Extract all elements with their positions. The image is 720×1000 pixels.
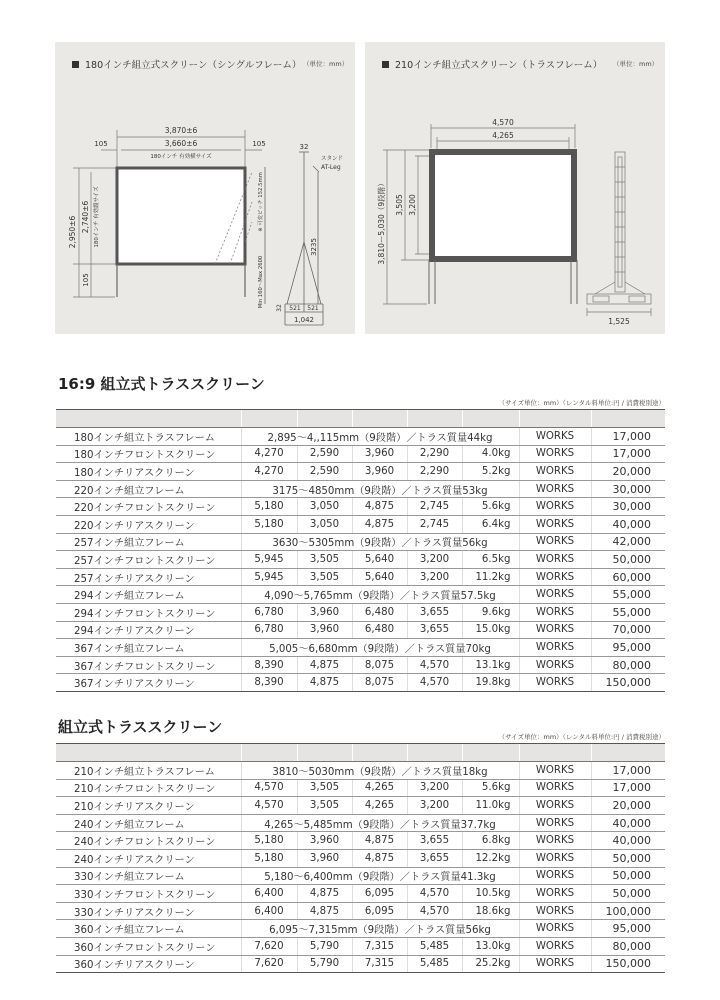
size-c: 4,875 [352, 849, 407, 867]
size-d: 2,745 [407, 498, 462, 516]
size-b: 2,590 [297, 445, 352, 463]
size-d: 3,655 [407, 849, 462, 867]
min-max-label: Min 160～Max 2600 [258, 255, 264, 309]
header-cell [519, 744, 591, 762]
weight: 13.1kg [462, 656, 519, 674]
header-cell [407, 410, 462, 428]
product-name: 360インチ組立フレーム [56, 920, 241, 938]
rental-price: 40,000 [591, 832, 665, 850]
table-row [56, 955, 665, 973]
header-cell [297, 410, 352, 428]
supplier: WORKS [519, 603, 591, 621]
weight: 19.8kg [462, 674, 519, 692]
dim-inner-height: 2,740±6 [81, 200, 90, 234]
table-row [56, 515, 665, 533]
rental-price: 95,000 [591, 639, 665, 657]
table-row [56, 445, 665, 463]
weight: 12.2kg [462, 849, 519, 867]
frame-spec: 5,005～6,680mm（9段階）／トラス質量70kg [241, 639, 519, 657]
weight: 5.6kg [462, 779, 519, 797]
supplier: WORKS [519, 621, 591, 639]
size-b: 3,960 [297, 832, 352, 850]
size-c: 4,875 [352, 515, 407, 533]
product-name: 180インチリアスクリーン [56, 463, 241, 481]
size-d: 2,290 [407, 463, 462, 481]
size-a: 5,180 [241, 498, 297, 516]
dim-inner-height: 3,200 [408, 194, 417, 216]
rental-price: 50,000 [591, 885, 665, 903]
weight: 6.4kg [462, 515, 519, 533]
frame-spec: 2,895～4,,115mm（9段階）／トラス質量44kg [241, 428, 519, 446]
size-d: 3,655 [407, 832, 462, 850]
size-c: 5,640 [352, 568, 407, 586]
weight: 6.8kg [462, 832, 519, 850]
supplier: WORKS [519, 885, 591, 903]
product-name: 294インチ組立フレーム [56, 586, 241, 604]
size-b: 4,875 [297, 902, 352, 920]
size-b: 3,960 [297, 621, 352, 639]
rental-price: 17,000 [591, 779, 665, 797]
supplier: WORKS [519, 568, 591, 586]
size-b: 3,960 [297, 849, 352, 867]
dim-foot-total: 1,042 [293, 316, 315, 324]
size-c: 4,265 [352, 797, 407, 815]
size-b: 3,050 [297, 498, 352, 516]
supplier: WORKS [519, 937, 591, 955]
diagram-title: 180インチ組立式スクリーン（シングルフレーム） [72, 57, 301, 71]
supplier: WORKS [519, 428, 591, 446]
dim-foot-a: 521 [289, 305, 301, 312]
product-name: 367インチフロントスクリーン [56, 656, 241, 674]
size-a: 4,570 [241, 779, 297, 797]
size-d: 3,200 [407, 551, 462, 569]
rental-price: 95,000 [591, 920, 665, 938]
dim-outer-height: 2,950±6 [68, 215, 77, 249]
product-name: 210インチリアスクリーン [56, 797, 241, 815]
supplier: WORKS [519, 867, 591, 885]
size-c: 3,960 [352, 463, 407, 481]
supplier: WORKS [519, 480, 591, 498]
size-d: 3,200 [407, 797, 462, 815]
header-cell [241, 744, 297, 762]
table-row [56, 832, 665, 850]
dim-bottom: 105 [82, 273, 90, 287]
size-b: 4,875 [297, 656, 352, 674]
supplier: WORKS [519, 814, 591, 832]
product-name: 180インチフロントスクリーン [56, 445, 241, 463]
dim-screen-height-label: 180インチ 有効縦サイズ [94, 186, 100, 248]
header-cell [56, 744, 241, 762]
rental-price: 55,000 [591, 586, 665, 604]
supplier: WORKS [519, 920, 591, 938]
header-cell [591, 744, 665, 762]
supplier: WORKS [519, 533, 591, 551]
header-cell [241, 410, 297, 428]
pitch-label: ※ 可変ピッチ 152.5mm [258, 172, 264, 232]
supplier: WORKS [519, 656, 591, 674]
rental-price: 20,000 [591, 797, 665, 815]
table-row [56, 849, 665, 867]
size-d: 4,570 [407, 902, 462, 920]
size-a: 5,180 [241, 832, 297, 850]
table-row [56, 533, 665, 551]
header-cell [352, 744, 407, 762]
table-row [56, 779, 665, 797]
product-name: 220インチフロントスクリーン [56, 498, 241, 516]
section-title-truss: 組立式トラススクリーン [58, 718, 223, 736]
rental-price: 40,000 [591, 515, 665, 533]
size-a: 4,270 [241, 463, 297, 481]
rental-price: 30,000 [591, 480, 665, 498]
header-cell [56, 410, 241, 428]
size-a: 6,780 [241, 603, 297, 621]
weight: 18.6kg [462, 902, 519, 920]
rental-price: 55,000 [591, 603, 665, 621]
dim-side-right: 105 [252, 140, 266, 148]
dim-foot-height: 32 [276, 304, 283, 312]
dim-outer-width: 3,870±6 [164, 126, 198, 135]
diagram-panel-truss-frame [365, 42, 665, 334]
weight: 11.0kg [462, 797, 519, 815]
frame-spec: 3630～5305mm（9段階）／トラス質量56kg [241, 533, 519, 551]
product-name: 240インチリアスクリーン [56, 849, 241, 867]
size-c: 5,640 [352, 551, 407, 569]
product-name: 360インチリアスクリーン [56, 955, 241, 973]
table-header-row [56, 410, 665, 428]
supplier: WORKS [519, 832, 591, 850]
size-c: 4,875 [352, 498, 407, 516]
table-row [56, 867, 665, 885]
diagram-panel-single-frame [55, 42, 355, 334]
weight: 13.0kg [462, 937, 519, 955]
rental-price: 50,000 [591, 867, 665, 885]
size-b: 5,790 [297, 937, 352, 955]
size-b: 3,960 [297, 603, 352, 621]
dim-inner-width: 3,660±6 [164, 139, 198, 148]
diagram-title: 210インチ組立式スクリーン（トラスフレーム） [382, 57, 602, 71]
size-d: 3,655 [407, 603, 462, 621]
unit-note: （単位：mm） [613, 60, 659, 68]
size-c: 7,315 [352, 955, 407, 973]
product-name: 367インチ組立フレーム [56, 639, 241, 657]
dim-foot-b: 521 [307, 305, 319, 312]
product-name: 257インチフロントスクリーン [56, 551, 241, 569]
size-a: 8,390 [241, 674, 297, 692]
header-cell [462, 744, 519, 762]
product-name: 257インチリアスクリーン [56, 568, 241, 586]
supplier: WORKS [519, 779, 591, 797]
size-a: 4,570 [241, 797, 297, 815]
size-d: 5,485 [407, 937, 462, 955]
size-c: 8,075 [352, 656, 407, 674]
table-row [56, 639, 665, 657]
dim-stand-top: 32 [299, 143, 309, 151]
table-row [56, 656, 665, 674]
size-d: 4,570 [407, 885, 462, 903]
header-cell [352, 410, 407, 428]
size-a: 6,780 [241, 621, 297, 639]
header-cell [462, 410, 519, 428]
table-row [56, 937, 665, 955]
size-d: 3,655 [407, 621, 462, 639]
size-a: 5,945 [241, 551, 297, 569]
header-cell [297, 744, 352, 762]
supplier: WORKS [519, 445, 591, 463]
dim-outer-height: 3,505 [395, 194, 404, 216]
frame-spec: 4,265～5,485mm（9段階）／トラス質量37.7kg [241, 814, 519, 832]
frame-spec: 3810～5030mm（9段階）／トラス質量18kg [241, 762, 519, 780]
size-a: 5,945 [241, 568, 297, 586]
weight: 10.5kg [462, 885, 519, 903]
spec-table-truss [56, 743, 665, 973]
spec-table-16-9 [56, 409, 665, 692]
size-c: 6,095 [352, 885, 407, 903]
size-a: 7,620 [241, 937, 297, 955]
table-row [56, 902, 665, 920]
table-row [56, 621, 665, 639]
truss-frame-drawing [365, 42, 665, 334]
size-d: 3,200 [407, 779, 462, 797]
rental-price: 20,000 [591, 463, 665, 481]
weight: 6.5kg [462, 551, 519, 569]
dim-screen-width-label: 180インチ 有効横サイズ [150, 154, 212, 160]
table-row [56, 568, 665, 586]
size-a: 4,270 [241, 445, 297, 463]
product-name: 220インチ組立フレーム [56, 480, 241, 498]
table-row [56, 814, 665, 832]
rental-price: 30,000 [591, 498, 665, 516]
dim-inner-width: 4,265 [492, 131, 514, 140]
rental-price: 150,000 [591, 955, 665, 973]
size-b: 4,875 [297, 674, 352, 692]
weight: 5.6kg [462, 498, 519, 516]
unit-note: （サイズ単位：mm）（レンタル料単位:円 / 消費税別途） [498, 399, 665, 407]
frame-spec: 4,090～5,765mm（9段階）／トラス質量57.5kg [241, 586, 519, 604]
table-row [56, 551, 665, 569]
header-cell [519, 410, 591, 428]
rental-price: 60,000 [591, 568, 665, 586]
dim-foot-width: 1,525 [608, 317, 630, 326]
product-name: 257インチ組立フレーム [56, 533, 241, 551]
table-row [56, 797, 665, 815]
size-d: 2,745 [407, 515, 462, 533]
weight: 15.0kg [462, 621, 519, 639]
rental-price: 17,000 [591, 445, 665, 463]
supplier: WORKS [519, 551, 591, 569]
rental-price: 50,000 [591, 551, 665, 569]
size-a: 7,620 [241, 955, 297, 973]
supplier: WORKS [519, 674, 591, 692]
table-row [56, 674, 665, 692]
weight: 9.6kg [462, 603, 519, 621]
rental-price: 42,000 [591, 533, 665, 551]
supplier: WORKS [519, 849, 591, 867]
product-name: 220インチリアスクリーン [56, 515, 241, 533]
size-d: 3,200 [407, 568, 462, 586]
size-a: 5,180 [241, 515, 297, 533]
product-name: 367インチリアスクリーン [56, 674, 241, 692]
product-name: 210インチ組立トラスフレーム [56, 762, 241, 780]
table-row [56, 480, 665, 498]
table-row [56, 762, 665, 780]
size-a: 8,390 [241, 656, 297, 674]
product-name: 294インチフロントスクリーン [56, 603, 241, 621]
stand-label: スタンド [321, 156, 344, 162]
table-row [56, 920, 665, 938]
size-c: 4,875 [352, 832, 407, 850]
weight: 4.0kg [462, 445, 519, 463]
table-row [56, 603, 665, 621]
size-b: 5,790 [297, 955, 352, 973]
product-name: 210インチフロントスクリーン [56, 779, 241, 797]
rental-price: 17,000 [591, 762, 665, 780]
section-title-16-9: 16:9 組立式トラススクリーン [58, 375, 265, 393]
rental-price: 50,000 [591, 849, 665, 867]
rental-price: 40,000 [591, 814, 665, 832]
rental-price: 80,000 [591, 656, 665, 674]
weight: 11.2kg [462, 568, 519, 586]
unit-note: （サイズ単位：mm）（レンタル料単位:円 / 消費税別途） [498, 733, 665, 741]
size-b: 3,505 [297, 797, 352, 815]
size-b: 3,505 [297, 568, 352, 586]
size-c: 3,960 [352, 445, 407, 463]
header-cell [407, 744, 462, 762]
supplier: WORKS [519, 797, 591, 815]
size-a: 5,180 [241, 849, 297, 867]
size-c: 6,095 [352, 902, 407, 920]
frame-spec: 6,095～7,315mm（9段階）／トラス質量56kg [241, 920, 519, 938]
header-cell [591, 410, 665, 428]
frame-spec: 3175～4850mm（9段階）／トラス質量53kg [241, 480, 519, 498]
dim-stand-height: 3235 [310, 238, 318, 256]
table-row [56, 885, 665, 903]
supplier: WORKS [519, 762, 591, 780]
dim-side-left: 105 [94, 140, 108, 148]
product-name: 240インチ組立フレーム [56, 814, 241, 832]
product-name: 240インチフロントスクリーン [56, 832, 241, 850]
unit-note: （単位：mm） [303, 60, 349, 68]
product-name: 180インチ組立トラスフレーム [56, 428, 241, 446]
size-b: 2,590 [297, 463, 352, 481]
rental-price: 150,000 [591, 674, 665, 692]
product-name: 330インチリアスクリーン [56, 902, 241, 920]
frame-spec: 5,180～6,400mm（9段階）／トラス質量41.3kg [241, 867, 519, 885]
product-name: 330インチ組立フレーム [56, 867, 241, 885]
size-c: 6,480 [352, 621, 407, 639]
size-b: 3,050 [297, 515, 352, 533]
weight: 25.2kg [462, 955, 519, 973]
supplier: WORKS [519, 586, 591, 604]
supplier: WORKS [519, 639, 591, 657]
supplier: WORKS [519, 498, 591, 516]
size-b: 3,505 [297, 551, 352, 569]
supplier: WORKS [519, 463, 591, 481]
size-c: 4,265 [352, 779, 407, 797]
size-d: 4,570 [407, 656, 462, 674]
size-c: 7,315 [352, 937, 407, 955]
table-row [56, 586, 665, 604]
size-c: 8,075 [352, 674, 407, 692]
product-name: 330インチフロントスクリーン [56, 885, 241, 903]
size-a: 6,400 [241, 902, 297, 920]
product-name: 360インチフロントスクリーン [56, 937, 241, 955]
stand-model: AT-Leg [321, 164, 341, 171]
rental-price: 17,000 [591, 428, 665, 446]
supplier: WORKS [519, 515, 591, 533]
size-d: 2,290 [407, 445, 462, 463]
size-d: 4,570 [407, 674, 462, 692]
size-b: 4,875 [297, 885, 352, 903]
weight: 5.2kg [462, 463, 519, 481]
size-b: 3,505 [297, 779, 352, 797]
rental-price: 100,000 [591, 902, 665, 920]
supplier: WORKS [519, 955, 591, 973]
size-a: 6,400 [241, 885, 297, 903]
size-d: 5,485 [407, 955, 462, 973]
dim-total-height: 3,810ー5,030（9段階） [377, 179, 386, 265]
rental-price: 70,000 [591, 621, 665, 639]
table-row [56, 498, 665, 516]
supplier: WORKS [519, 902, 591, 920]
table-header-row [56, 744, 665, 762]
rental-price: 80,000 [591, 937, 665, 955]
dim-outer-width: 4,570 [492, 118, 514, 127]
table-row [56, 428, 665, 446]
size-c: 6,480 [352, 603, 407, 621]
table-row [56, 463, 665, 481]
single-frame-drawing [55, 42, 355, 334]
product-name: 294インチリアスクリーン [56, 621, 241, 639]
